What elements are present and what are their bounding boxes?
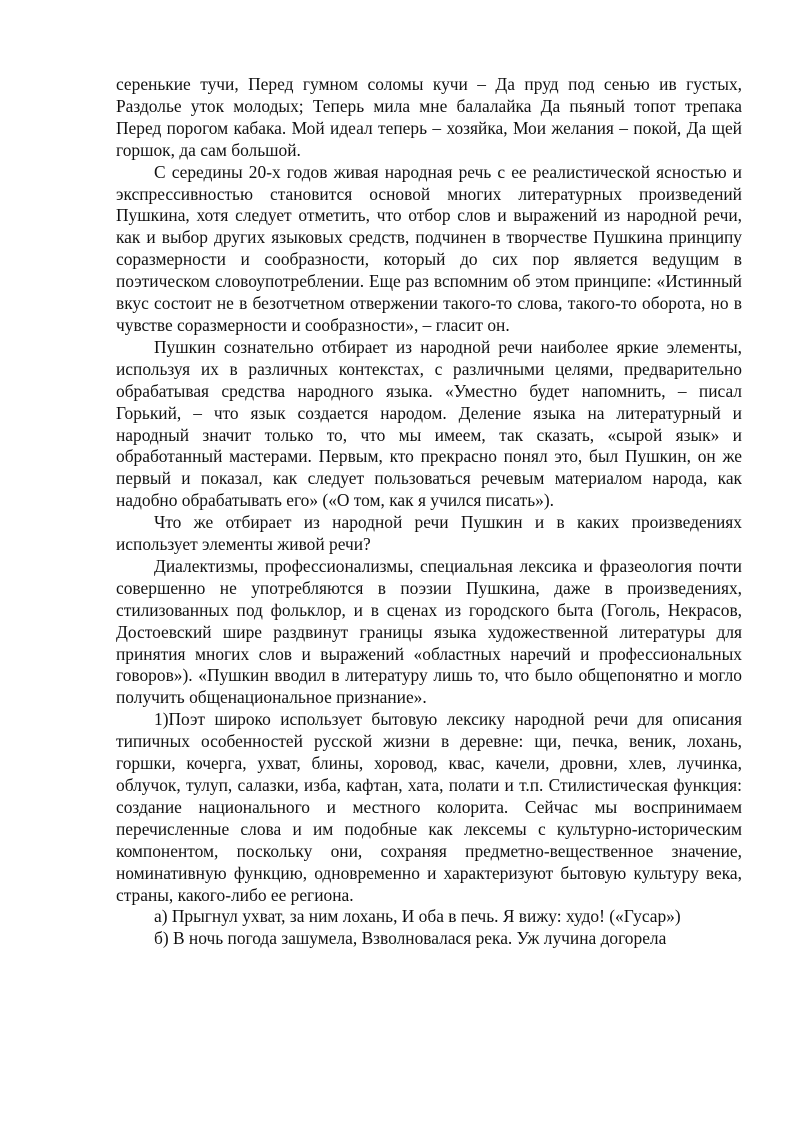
paragraph-folk-speech-basis: С середины 20-х годов живая народная речь с ее реалистической ясностью и экспрессивностью становится основой многих литературных произведений Пушкина, хотя следует отметить, что отбор слов и выражений из народной речи, как и выбор других языковых средств, подчинен в творчестве Пушкина принципу соразмерности и сообразности, который до сих пор является ведущим в поэтическом словоупотреблении. Еще раз вспомним об этом принципе: «Истинный вкус состоит не в безотчетном отвержении такого-то слова, такого-то оборота, но в чувстве соразмерности и сообразности», – гласит он.	[116, 161, 742, 335]
paragraph-gorky-quote: Пушкин сознательно отбирает из народной речи наиболее яркие элементы, используя их в различных контекстах, с различными целями, предварительно обрабатывая средства народного языка. «Уместно будет напомнить, – писал Горький, – что язык создается народом. Деление языка на литературный и народный значит только то, что мы имеем, так сказать, «сырой язык» и обработанный мастерами. Первым, кто прекрасно понял это, был Пушкин, он же первый и показал, как следует пользоваться речевым материалом народа, как надобно обрабатывать его» («О том, как я учился писать»).	[116, 336, 742, 511]
paragraph-example-a: а) Прыгнул ухват, за ним лохань, И оба в печь. Я вижу: худо! («Гусар»)	[154, 906, 681, 927]
paragraph-example-b: б) В ночь погода зашумела, Взволновалася река. Уж лучина догорела	[154, 928, 667, 949]
paragraph-poem-continuation: серенькие тучи, Перед гумном соломы кучи – Да пруд под сенью ив густых, Раздолье уток молодых; Теперь мила мне балалайка Да пьяный топот трепака Перед порогом кабака. Мой идеал теперь – хозяйка, Мои желания – покой, Да щей горшок, да сам большой.	[116, 74, 742, 160]
paragraph-dialectisms: Диалектизмы, профессионализмы, специальная лексика и фразеология почти совершенно не употребляются в поэзии Пушкина, даже в произведениях, стилизованных под фольклор, и в сценах из городского быта (Гоголь, Некрасов, Достоевский шире раздвинут границы языка художественной литературы для принятия многих слов и выражений «областных наречий и профессиональных говоров»). «Пушкин вводил в литературу лишь то, что было общепонятно и могло получить общенациональное признание».	[116, 555, 742, 708]
paragraph-everyday-lexicon: 1)Поэт широко использует бытовую лексику народной речи для описания типичных особенностей русской жизни в деревне: щи, печка, веник, лохань, горшки, кочерга, ухват, блины, хоровод, квас, качели, дровни, хлев, лучинка, облучок, тулуп, салазки, изба, кафтан, хата, полати и т.п. Стилистическая функция: создание национального и местного колорита. Сейчас мы воспринимаем перечисленные слова и им подобные как лексемы с культурно-историческим компонентом, поскольку они, сохраняя предметно-вещественное значение, номинативную функцию, одновременно и характеризуют бытовую культуру века, страны, какого-либо ее региона.	[116, 709, 742, 905]
paragraph-question: Что же отбирает из народной речи Пушкин и в каких произведениях использует элементы живой речи?	[116, 512, 742, 555]
document-page	[116, 74, 742, 950]
